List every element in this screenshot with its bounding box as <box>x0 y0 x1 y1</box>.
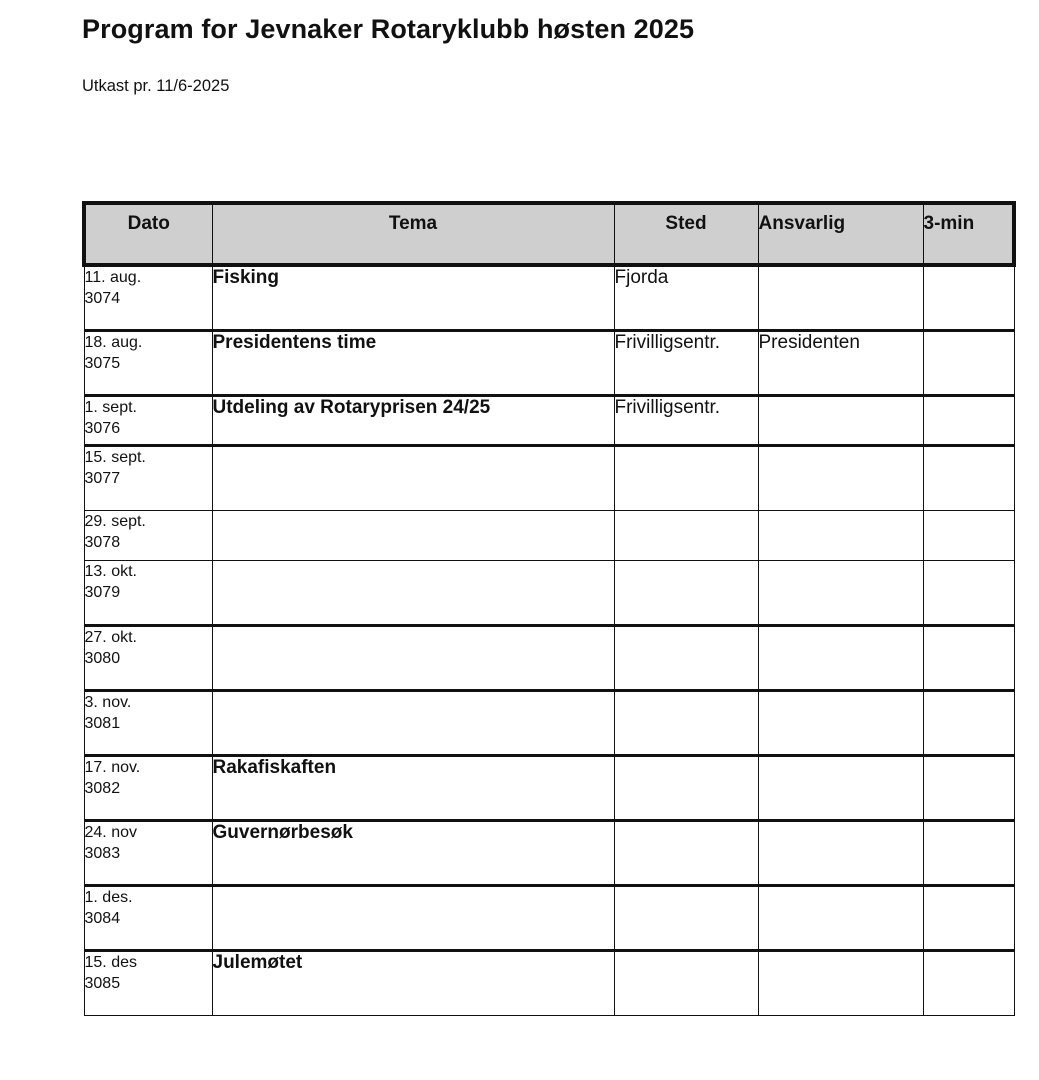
document-subtitle: Utkast pr. 11/6-2025 <box>82 77 230 95</box>
table-row <box>84 885 1014 950</box>
cell-tema <box>212 445 614 510</box>
cell-ansvarlig: Presidenten <box>758 330 923 395</box>
table-row <box>84 560 1014 625</box>
dato-day: 1. sept. <box>84 398 137 416</box>
table-row <box>84 755 1014 820</box>
dato-year: 3075 <box>84 354 121 372</box>
cell-sted <box>614 690 758 755</box>
cell-3min <box>923 755 1014 820</box>
cell-tema <box>212 560 614 625</box>
cell-ansvarlig <box>758 445 923 510</box>
cell-tema <box>212 510 614 560</box>
dato-year: 3081 <box>84 714 121 732</box>
dato-day: 15. des <box>84 953 137 971</box>
cell-sted <box>614 755 758 820</box>
column-header-dato: Dato <box>84 203 212 265</box>
cell-ansvarlig <box>758 510 923 560</box>
program-table <box>82 201 1016 1016</box>
cell-3min <box>923 625 1014 690</box>
cell-ansvarlig <box>758 690 923 755</box>
cell-sted: Fjorda <box>614 265 758 330</box>
cell-tema: Julemøtet <box>212 950 614 1015</box>
cell-sted <box>614 510 758 560</box>
cell-sted <box>614 885 758 950</box>
column-header-sted: Sted <box>614 203 758 265</box>
dato-year: 3078 <box>84 533 121 551</box>
dato-day: 15. sept. <box>84 448 146 466</box>
cell-sted <box>614 445 758 510</box>
table-row <box>84 330 1014 395</box>
cell-3min <box>923 690 1014 755</box>
cell-tema: Rakafiskaften <box>212 755 614 820</box>
dato-day: 24. nov <box>84 823 137 841</box>
dato-day: 18. aug. <box>84 333 143 351</box>
dato-year: 3077 <box>84 469 121 487</box>
cell-dato <box>84 395 212 445</box>
dato-day: 1. des. <box>84 888 133 906</box>
cell-sted: Frivilligsentr. <box>614 330 758 395</box>
cell-dato <box>84 885 212 950</box>
cell-tema: Fisking <box>212 265 614 330</box>
cell-dato <box>84 755 212 820</box>
cell-dato <box>84 690 212 755</box>
cell-3min <box>923 330 1014 395</box>
cell-3min <box>923 395 1014 445</box>
cell-sted <box>614 820 758 885</box>
dato-day: 13. okt. <box>84 562 137 580</box>
dato-year: 3074 <box>84 290 121 307</box>
cell-sted <box>614 625 758 690</box>
dato-year: 3083 <box>84 844 121 862</box>
column-header-3min: 3-min <box>923 203 1014 265</box>
cell-ansvarlig <box>758 395 923 445</box>
table-row <box>84 265 1014 330</box>
dato-year: 3079 <box>84 583 121 601</box>
dato-day: 17. nov. <box>84 758 141 776</box>
cell-sted <box>614 950 758 1015</box>
cell-ansvarlig <box>758 820 923 885</box>
cell-dato <box>84 510 212 560</box>
dato-year: 3080 <box>84 649 121 667</box>
table-row <box>84 625 1014 690</box>
cell-tema <box>212 625 614 690</box>
document-title: Program for Jevnaker Rotaryklubb høsten 2025 <box>82 14 695 44</box>
table-row <box>84 445 1014 510</box>
cell-3min <box>923 265 1014 330</box>
cell-tema: Guvernørbesøk <box>212 820 614 885</box>
cell-tema: Utdeling av Rotaryprisen 24/25 <box>212 395 614 445</box>
cell-dato <box>84 625 212 690</box>
cell-ansvarlig <box>758 625 923 690</box>
table-row <box>84 950 1014 1015</box>
cell-dato <box>84 820 212 885</box>
cell-sted <box>614 560 758 625</box>
cell-tema <box>212 885 614 950</box>
cell-dato <box>84 330 212 395</box>
cell-3min <box>923 950 1014 1015</box>
table-row <box>84 690 1014 755</box>
cell-3min <box>923 820 1014 885</box>
column-header-ansvarlig: Ansvarlig <box>758 203 923 265</box>
cell-ansvarlig <box>758 265 923 330</box>
dato-year: 3085 <box>84 974 121 992</box>
cell-tema: Presidentens time <box>212 330 614 395</box>
cell-dato <box>84 265 212 330</box>
cell-3min <box>923 885 1014 950</box>
dato-day: 27. okt. <box>84 628 137 646</box>
cell-ansvarlig <box>758 755 923 820</box>
cell-3min <box>923 445 1014 510</box>
table-header-row <box>84 203 1014 265</box>
dato-year: 3082 <box>84 779 121 797</box>
dato-day: 29. sept. <box>84 512 146 530</box>
cell-ansvarlig <box>758 560 923 625</box>
cell-tema <box>212 690 614 755</box>
dato-day: 11. aug. <box>84 269 142 286</box>
cell-3min <box>923 560 1014 625</box>
cell-dato <box>84 560 212 625</box>
table-row <box>84 395 1014 445</box>
cell-dato <box>84 445 212 510</box>
dato-day: 3. nov. <box>84 693 132 711</box>
cell-ansvarlig <box>758 885 923 950</box>
cell-dato <box>84 950 212 1015</box>
cell-3min <box>923 510 1014 560</box>
table-row <box>84 820 1014 885</box>
table-row <box>84 510 1014 560</box>
column-header-tema: Tema <box>212 203 614 265</box>
cell-ansvarlig <box>758 950 923 1015</box>
dato-year: 3084 <box>84 909 121 927</box>
cell-sted: Frivilligsentr. <box>614 395 758 445</box>
dato-year: 3076 <box>84 419 121 437</box>
